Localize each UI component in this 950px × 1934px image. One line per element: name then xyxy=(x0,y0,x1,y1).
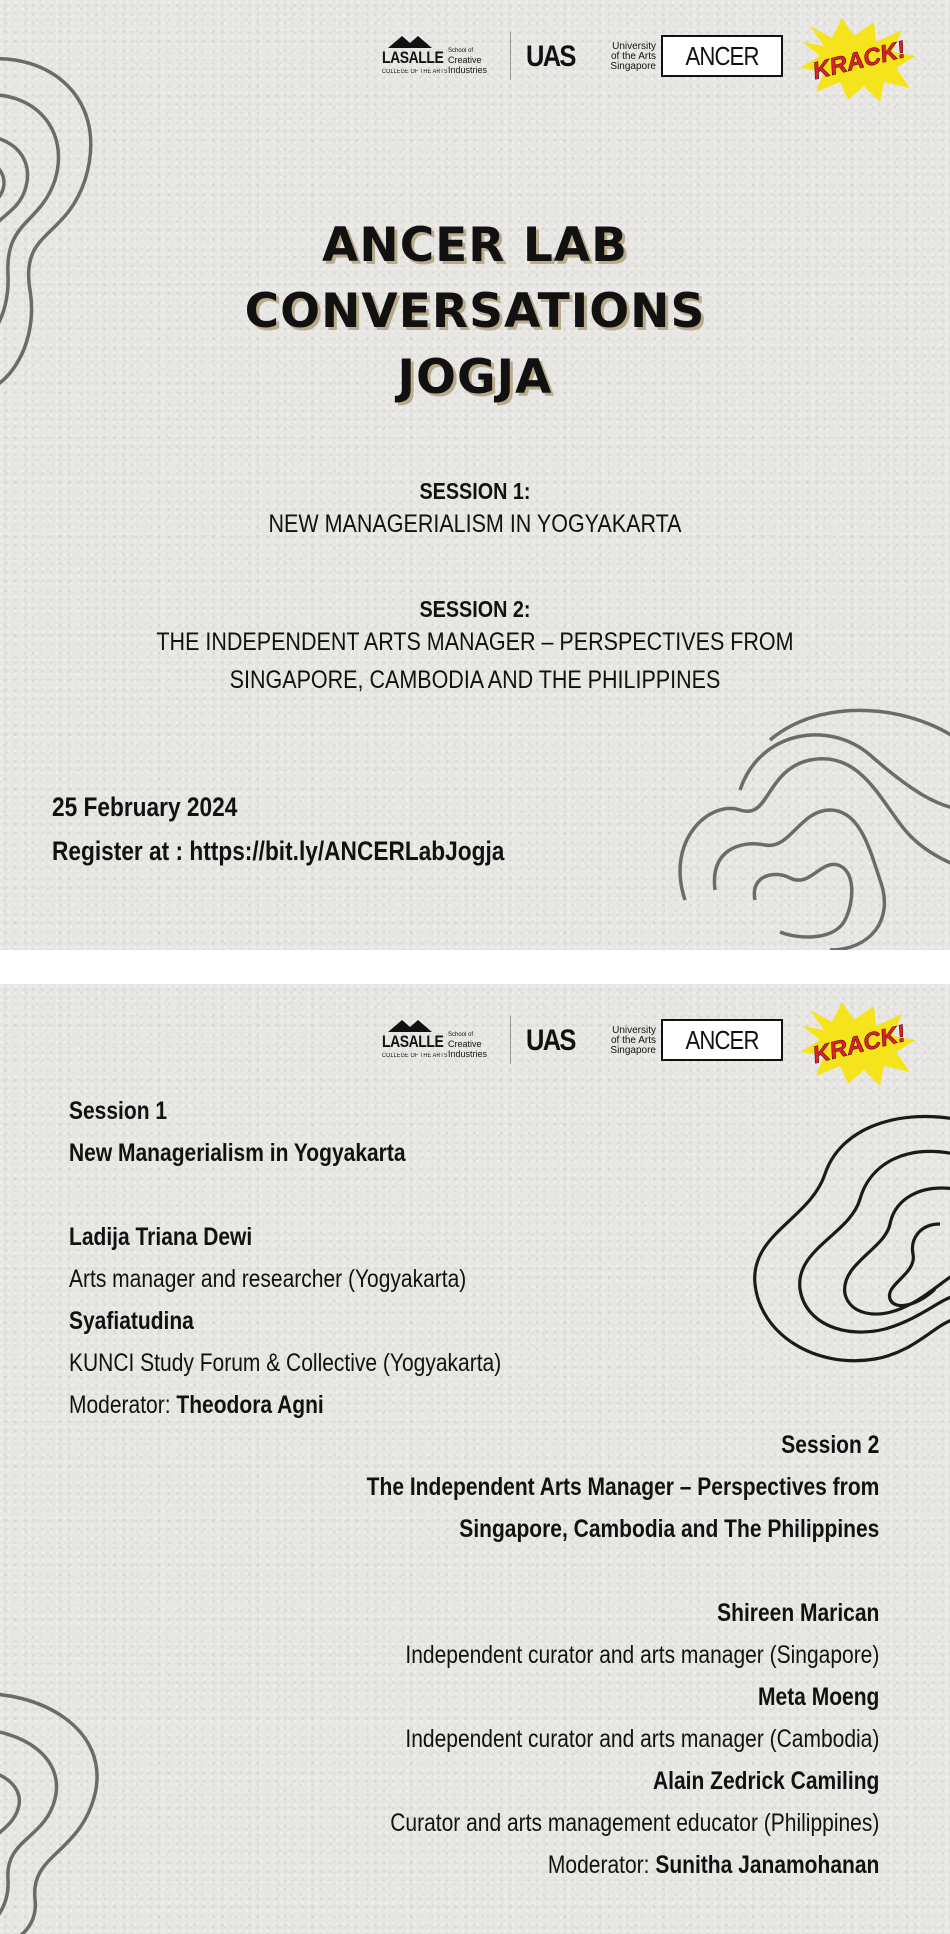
lasalle-wordmark: LASALLE xyxy=(382,1032,444,1051)
session-1-title: New Managerialism in Yogyakarta xyxy=(69,1139,406,1167)
speaker-details-panel xyxy=(0,984,950,1934)
poster-panel xyxy=(0,0,950,950)
session-2-summary xyxy=(0,596,950,699)
moderator-name: Theodora Agni xyxy=(176,1391,324,1419)
krack-burst-logo xyxy=(798,18,918,102)
uas-logo xyxy=(526,34,656,78)
spacer xyxy=(269,1550,879,1592)
topographic-lines-decoration xyxy=(670,700,950,950)
uas-wordmark: UAS xyxy=(526,40,575,73)
registration-link[interactable]: Register at : https://bit.ly/ANCERLabJogja xyxy=(52,836,505,866)
lasalle-wordmark: LASALLE xyxy=(382,48,444,67)
speaker-role: Curator and arts management educator (Philippines) xyxy=(389,1809,879,1837)
logo-divider xyxy=(510,1016,511,1064)
lasalle-school-name: School of Creative Industries xyxy=(448,1032,488,1059)
speaker-name: Alain Zedrick Camiling xyxy=(652,1767,879,1795)
moderator-line: Moderator: Sunitha Janamohanan xyxy=(547,1851,879,1879)
speaker-name: Ladija Triana Dewi xyxy=(69,1223,253,1251)
event-title: ANCER LAB CONVERSATIONS JOGJA xyxy=(244,218,706,406)
speaker-name: Syafiatudina xyxy=(69,1307,194,1335)
logo-divider xyxy=(510,32,511,80)
session-2-title-line-1: The Independent Arts Manager – Perspectives from xyxy=(366,1473,879,1501)
speaker-role: Arts manager and researcher (Yogyakarta) xyxy=(69,1265,467,1293)
topographic-lines-decoration xyxy=(745,1114,950,1374)
krack-wordmark: KRACK! xyxy=(809,1020,909,1070)
session-1-title: NEW MANAGERIALISM IN YOGYAKARTA xyxy=(268,510,682,538)
session-2-heading: SESSION 2: xyxy=(419,596,531,622)
ancer-logo xyxy=(661,35,783,77)
session-1-heading: Session 1 xyxy=(69,1097,168,1125)
lasalle-roof-icon xyxy=(388,34,432,48)
speaker-role: KUNCI Study Forum & Collective (Yogyakarta) xyxy=(69,1349,502,1377)
sponsor-logo-bar xyxy=(378,22,918,92)
spacer xyxy=(69,1174,584,1216)
lasalle-subtitle: COLLEGE OF THE ARTS xyxy=(382,1053,448,1059)
session-2-heading: Session 2 xyxy=(780,1431,879,1459)
speaker-name: Shireen Marican xyxy=(716,1599,879,1627)
uas-name: University of the Arts Singapore xyxy=(610,1025,656,1056)
session-1-heading: SESSION 1: xyxy=(419,478,531,504)
sponsor-logo-bar xyxy=(378,1006,918,1076)
lasalle-logo xyxy=(378,1018,488,1062)
session-2-title-line-2: Singapore, Cambodia and The Philippines xyxy=(458,1515,879,1543)
lasalle-roof-icon xyxy=(388,1018,432,1032)
krack-wordmark: KRACK! xyxy=(809,36,909,86)
ancer-wordmark: ANCER xyxy=(685,40,759,71)
speaker-role: Independent curator and arts manager (Singapore) xyxy=(405,1641,879,1669)
session-2-title-line-1: THE INDEPENDENT ARTS MANAGER – PERSPECTIVES FROM xyxy=(156,628,794,656)
session-1-summary xyxy=(0,478,950,543)
moderator-line: Moderator: Theodora Agni xyxy=(69,1391,324,1419)
speaker-role: Independent curator and arts manager (Cambodia) xyxy=(405,1725,879,1753)
lasalle-school-name: School of Creative Industries xyxy=(448,48,488,75)
ancer-logo xyxy=(661,1019,783,1061)
session-2-details xyxy=(269,1424,879,1886)
session-1-details xyxy=(69,1090,584,1426)
uas-wordmark: UAS xyxy=(526,1024,575,1057)
session-2-title-line-2: SINGAPORE, CAMBODIA AND THE PHILIPPINES xyxy=(229,666,721,694)
lasalle-logo xyxy=(378,34,488,78)
uas-logo xyxy=(526,1018,656,1062)
uas-name: University of the Arts Singapore xyxy=(610,41,656,72)
krack-burst-logo xyxy=(798,1002,918,1086)
event-date: 25 February 2024 xyxy=(52,792,238,822)
ancer-wordmark: ANCER xyxy=(685,1024,759,1055)
moderator-name: Sunitha Janamohanan xyxy=(654,1851,879,1879)
speaker-name: Meta Moeng xyxy=(757,1683,879,1711)
lasalle-subtitle: COLLEGE OF THE ARTS xyxy=(382,69,448,75)
topographic-lines-decoration xyxy=(0,1684,150,1934)
